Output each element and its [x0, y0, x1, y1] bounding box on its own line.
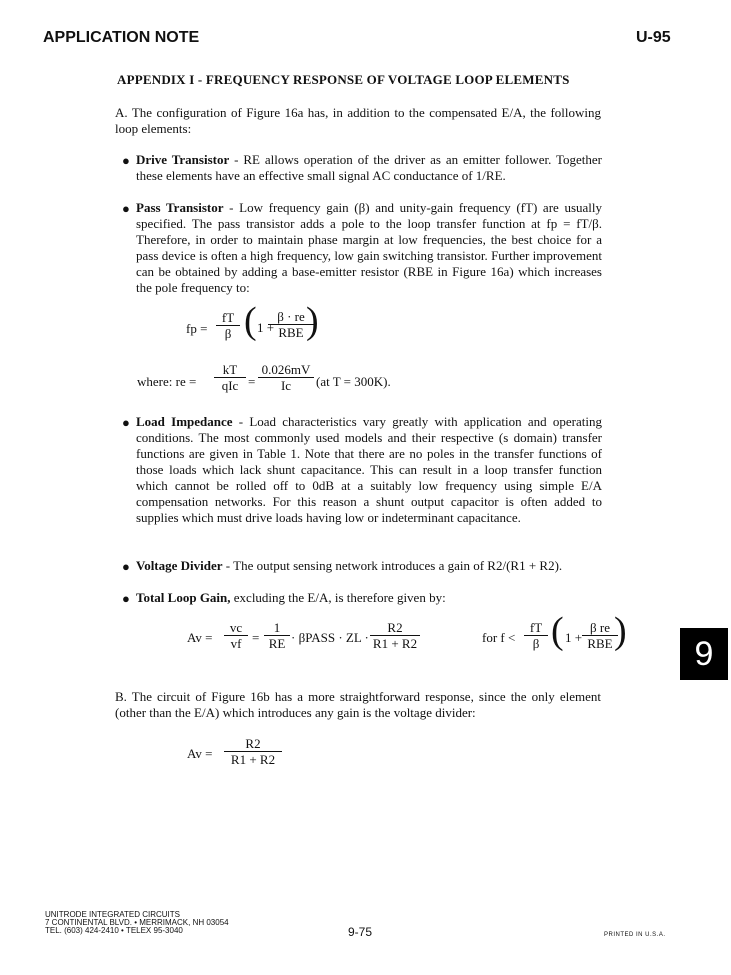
eq4-denominator: R1 + R2 — [230, 752, 276, 767]
footer-address — [45, 911, 229, 935]
eq2-fraction — [214, 362, 246, 393]
footer-company: UNITRODE INTEGRATED CIRCUITS — [45, 910, 180, 919]
bullet-icon: ● — [122, 559, 130, 574]
bullet-text: - RE allows operation of the driver as an emitter follower. Together these elements have an effective small signal AC conductance of 1/RE. — [136, 152, 603, 183]
footer-phone: TEL. (603) 424-2410 • TELEX 95-3040 — [45, 926, 183, 935]
header-doc-number: U-95 — [636, 29, 671, 46]
bullet-term: Total Loop Gain, — [136, 590, 231, 605]
eq3-one-plus: 1 + — [565, 630, 583, 645]
section-title: APPENDIX I - FREQUENCY RESPONSE OF VOLTAGE LOOP ELEMENTS — [117, 72, 570, 87]
bullet-icon: ● — [122, 153, 130, 168]
eq3-middle-terms: · βPASS · ZL · — [291, 630, 369, 645]
eq3-denominator-4: β — [532, 636, 540, 651]
bullet-text: excluding the E/A, is therefore given by: — [230, 590, 446, 605]
bullet-icon: ● — [122, 201, 130, 216]
eq3-denominator-2: RE — [268, 636, 286, 651]
eq4-numerator: R2 — [224, 736, 282, 752]
bullet-text: - Load characteristics vary greatly with application and operating conditions. The most commonly used models and their respective (s domain) transfer functions are given in Table 1. Note that there are no poles in the transfer functions of those loads which lack shunt capacitance. This can result in a loop transfer function which cannot be rolled off to 0dB at a suitably low frequency using simple E/A compensation networks. For this reason a shunt output capacitor is often added to supplies which must drive loads having low or indeterminant capacitance. — [136, 414, 602, 525]
part-b-paragraph: B. The circuit of Figure 16b has a more straightforward response, since the only element (other than the E/A) which introduces any gain is the voltage divider: — [115, 689, 601, 720]
eq1-denominator-2: RBE — [278, 325, 304, 340]
eq3-denominator-3: R1 + R2 — [372, 636, 418, 651]
footer-street: 7 CONTINENTAL BLVD. • MERRIMACK, NH 03054 — [45, 918, 229, 927]
bullet-voltage-divider — [136, 558, 602, 574]
eq3-fraction-2 — [264, 620, 290, 651]
eq1-denominator: β — [224, 326, 232, 341]
bullet-pass-transistor — [136, 200, 602, 296]
eq1-fraction — [216, 310, 240, 341]
bullet-icon: ● — [122, 415, 130, 430]
eq3-numerator-2: 1 — [264, 620, 290, 636]
bullet-term: Load Impedance — [136, 414, 233, 429]
bullet-total-loop-gain — [136, 590, 602, 606]
bullet-term: Drive Transistor — [136, 152, 230, 167]
bullet-term: Voltage Divider — [136, 558, 223, 573]
eq2-where: where: re = — [137, 374, 197, 389]
eq3-numerator-1: vc — [224, 620, 248, 636]
right-paren: ) — [306, 300, 319, 342]
eq3-denominator-5: RBE — [587, 636, 613, 651]
eq3-lhs: Av = — [187, 630, 213, 645]
bullet-text: - Low frequency gain (β) and unity-gain frequency (fT) are usually specified. The pass transistor adds a pole to the loop transfer function at fp = fT/β. Therefore, in order to maintain phase margin at low frequencies, the best choice for a pass device is often a high frequency, low gain switching transistor. Further improvement can be obtained by adding a base-emitter resistor (RBE in Figure 16a) which increases the pole frequency to: — [136, 200, 602, 295]
intro-paragraph: A. The configuration of Figure 16a has, in addition to the compensated E/A, the following loop elements: — [115, 105, 601, 136]
left-paren: ( — [244, 300, 257, 342]
eq2-fraction-2 — [258, 362, 314, 393]
bullet-load-impedance — [136, 414, 602, 526]
eq2-numerator: kT — [214, 362, 246, 378]
bullet-text: - The output sensing network introduces a gain of R2/(R1 + R2). — [222, 558, 563, 573]
eq3-fraction-4 — [524, 620, 548, 651]
eq1-numerator-2: β · re — [268, 309, 314, 325]
bullet-drive-transistor — [136, 152, 602, 184]
eq2-denominator-2: Ic — [280, 378, 292, 393]
eq1-one-plus: 1 + — [257, 320, 275, 335]
header-title: APPLICATION NOTE — [43, 29, 200, 46]
bullet-icon: ● — [122, 591, 130, 606]
bullet-term: Pass Transistor — [136, 200, 224, 215]
eq2-denominator: qIc — [221, 378, 239, 393]
chapter-tab: 9 — [680, 628, 728, 680]
eq2-equals: = — [248, 374, 256, 389]
eq3-fraction-1 — [224, 620, 248, 651]
eq3-numerator-3: R2 — [370, 620, 420, 636]
eq3-fraction-3 — [370, 620, 420, 651]
eq3-denominator-1: vf — [230, 636, 242, 651]
eq3-condition: for f < — [482, 630, 516, 645]
left-paren: ( — [551, 610, 564, 652]
eq2-condition: (at T = 300K). — [316, 374, 391, 389]
eq4-lhs: Av = — [187, 746, 213, 761]
eq3-numerator-4: fT — [524, 620, 548, 636]
eq3-numerator-5: β re — [582, 620, 618, 636]
eq2-numerator-2: 0.026mV — [258, 362, 314, 378]
right-paren: ) — [614, 610, 627, 652]
printed-in-usa: PRINTED IN U.S.A. — [604, 932, 666, 938]
eq3-fraction-5 — [582, 620, 618, 651]
eq1-lhs: fp = — [186, 321, 208, 336]
eq3-equals: = — [252, 630, 260, 645]
page-number: 9-75 — [348, 925, 373, 939]
eq4-fraction — [224, 736, 282, 767]
eq1-numerator: fT — [216, 310, 240, 326]
